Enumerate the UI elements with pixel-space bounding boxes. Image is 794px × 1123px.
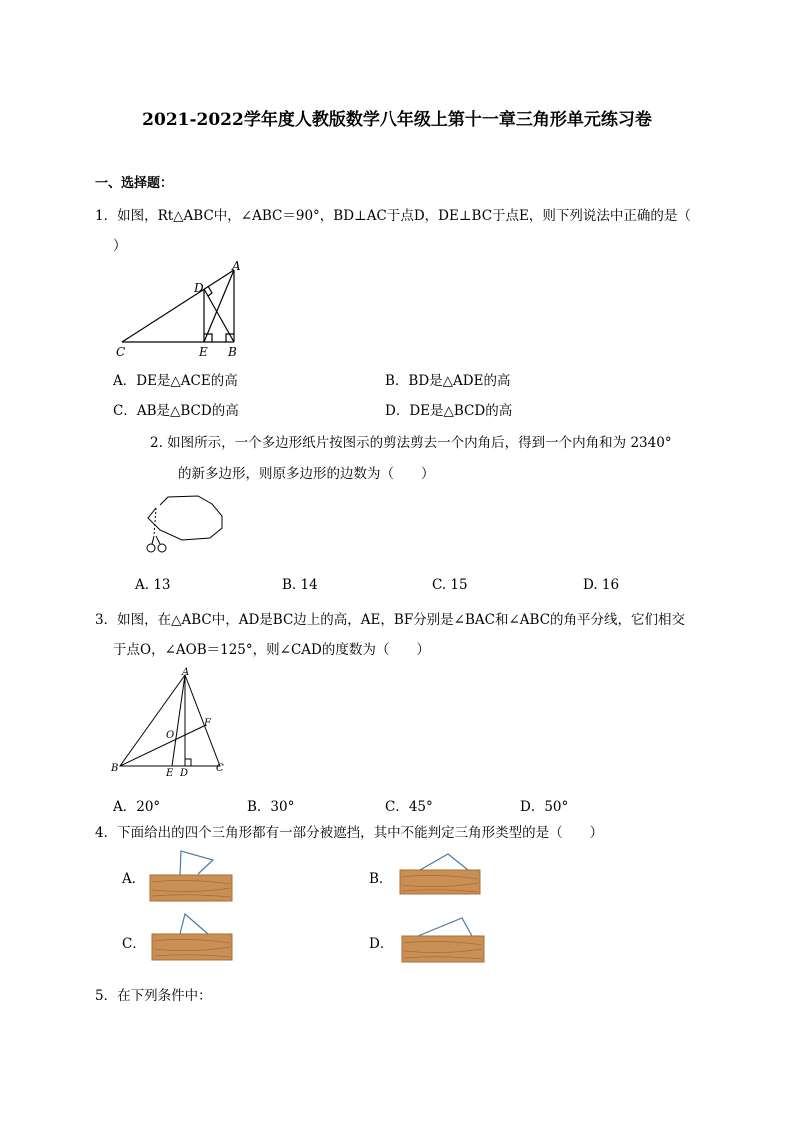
q3-option-b[interactable]: B．30° (247, 799, 295, 815)
q4-option-b-label[interactable]: B． (369, 871, 393, 887)
label-o: O (166, 730, 175, 741)
q1-option-d[interactable]: D．DE是△BCD的高 (385, 403, 513, 419)
q4-option-a-label[interactable]: A． (122, 871, 146, 887)
label-f: F (204, 718, 211, 729)
q4-figure-c[interactable] (150, 912, 236, 968)
label-e: E (199, 345, 208, 359)
question-3-text-cont: 于点O，∠AOB＝125°，则∠CAD的度数为（ ） (113, 642, 430, 658)
q1-option-a[interactable]: A．DE是△ACE的高 (113, 373, 238, 389)
triangle-partial (420, 854, 468, 870)
wood-board (150, 875, 232, 901)
q2-option-b[interactable]: B. 14 (282, 577, 318, 593)
page-title: 2021-2022学年度人教版数学八年级上第十一章三角形单元练习卷 (142, 110, 652, 130)
scissor-blade-1 (152, 536, 154, 544)
section-heading: 一、选择题： (95, 176, 174, 191)
label-c: C (216, 763, 224, 774)
q1-option-c[interactable]: C．AB是△BCD的高 (113, 403, 239, 419)
question-4-text: 4．下面给出的四个三角形都有一部分被遮挡，其中不能判定三角形类型的是（ ） (95, 825, 604, 841)
q2-option-d[interactable]: D. 16 (583, 577, 620, 593)
scissor-ring-2 (158, 544, 166, 552)
segment-ea (204, 270, 234, 342)
q2-option-c[interactable]: C. 15 (432, 577, 468, 593)
question-1-text-cont: ） (113, 238, 127, 254)
q3-option-c[interactable]: C．45° (385, 799, 433, 815)
q4-figure-d[interactable] (400, 912, 490, 968)
segment-ae (172, 675, 185, 766)
question-1-figure (110, 258, 250, 363)
label-b: B (228, 345, 237, 359)
question-2-figure (140, 490, 230, 558)
label-a: A (232, 259, 241, 273)
right-angle-mark-d (208, 286, 212, 296)
q3-option-d[interactable]: D．50° (520, 799, 569, 815)
question-1-text: 1．如图，Rt△ABC中，∠ABC＝90°，BD⊥AC于点D，DE⊥BC于点E，则下列说法中正确的是（ (95, 208, 691, 224)
q4-figure-a[interactable] (148, 848, 234, 904)
q2-option-a[interactable]: A. 13 (135, 577, 171, 593)
label-b: B (111, 763, 119, 774)
triangle-partial (180, 851, 213, 876)
q4-option-d-label[interactable]: D． (369, 936, 394, 952)
question-2-text-cont: 的新多边形，则原多边形的边数为（ ） (178, 466, 435, 482)
question-3-figure (108, 667, 233, 779)
triangle-partial (418, 918, 472, 936)
label-a: A (182, 667, 190, 678)
segment-bf (120, 725, 206, 766)
polygon-paper (148, 496, 222, 540)
triangle-partial (180, 914, 208, 934)
q1-option-b[interactable]: B．BD是△ADE的高 (385, 373, 511, 389)
scissor-ring-1 (147, 544, 155, 552)
label-e: E (166, 768, 174, 779)
label-d: D (194, 281, 204, 295)
q3-option-a[interactable]: A．20° (113, 799, 161, 815)
label-c: C (116, 345, 126, 359)
cut-line (154, 508, 156, 536)
question-5-text: 5．在下列条件中： (95, 988, 212, 1004)
question-2-text: 2. 如图所示，一个多边形纸片按图示的剪法剪去一个内角后，得到一个内角和为 2340° (150, 435, 672, 451)
segment-ca (122, 270, 234, 342)
scissor-blade-2 (156, 536, 160, 544)
right-angle-mark-d (185, 759, 191, 766)
label-d: D (180, 768, 189, 779)
q4-option-c-label[interactable]: C． (122, 936, 146, 952)
question-3-text: 3．如图，在△ABC中，AD是BC边上的高，AE，BF分别是∠BAC和∠ABC的角平分线，它们相交 (95, 612, 686, 628)
q4-figure-b[interactable] (398, 848, 484, 904)
